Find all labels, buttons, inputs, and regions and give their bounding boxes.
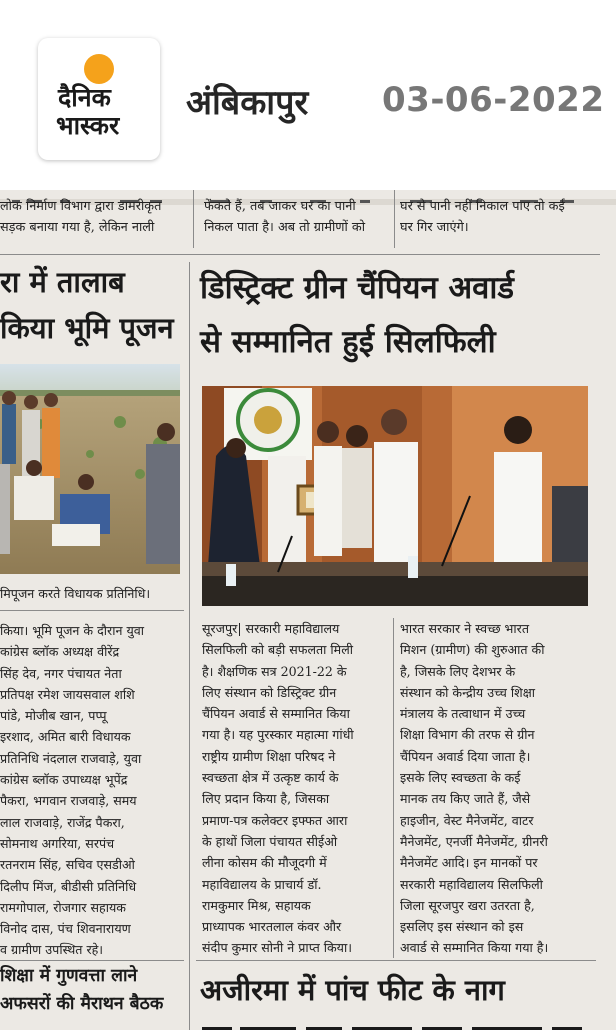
left-headline-line2: किया भूमि पूजन — [0, 311, 174, 345]
app-header — [0, 0, 616, 190]
top-strip-col2: फेंकते हैं, तब जाकर घर का पानी निकल पाता है। अब तो ग्रामीणों को — [204, 199, 366, 236]
column-divider — [394, 190, 395, 248]
logo-text-line2: भास्कर — [56, 111, 120, 140]
cut-headline-texture — [196, 1020, 596, 1030]
main-story-col2: भारत सरकार ने स्वच्छ भारत मिशन (ग्रामीण) की शुरुआत की है, जिसके लिए देशभर के संस्थान को केन्द्रीय उच्च शिक्षा मंत्रालय के तत्वाधान में उच्च शिक्षा विभाग की तरफ से ग्रीन चैंपियन अवार्ड दिया जाता है। इसके लिए स्वच्छता के कई मानक तय किए जाते हैं, जैसे हाइजीन, वेस्ट मैनेजमेंट, वाटर मैनेजमेंट, एनर्जी मैनेजमेंट, ग्रीनरी मैनेजमेंट आदि। इन मानकों पर सरकारी महाविद्यालय सिलफिली जिला सूरजपुर खरा उतरता है, इसलिए इस संस्थान को इस अवार्ड से सम्मानित किया गया है। — [400, 621, 549, 956]
main-headline-line1: डिस्ट्रिक्ट ग्रीन चैंपियन अवार्ड — [200, 270, 514, 306]
left-next-headline-line2: अफसरों की मैराथन बैठक — [0, 994, 164, 1014]
newspaper-clipping — [0, 190, 616, 1030]
left-headline-line1: रा में तालाब — [0, 265, 125, 299]
bhoomi-pujan-photo — [0, 364, 180, 574]
caption-rule — [0, 610, 184, 611]
column-divider — [393, 618, 394, 958]
sun-icon — [84, 54, 114, 84]
main-next-headline: अजीरमा में पांच फीट के नाग — [200, 973, 505, 1007]
top-strip-col1: लोक निर्माण विभाग द्वारा डामरीकृत सड़क बनाया गया है, लेकिन नाली — [0, 199, 162, 236]
left-photo-caption: मिपूजन करते विधायक प्रतिनिधि। — [0, 586, 151, 601]
left-next-headline-line1: शिक्षा में गुणवत्ता लाने — [0, 966, 138, 986]
edition-city: अंबिकापुर — [186, 83, 309, 123]
logo-text-line1: दैनिक — [58, 83, 111, 112]
award-ceremony-photo — [202, 386, 588, 606]
main-headline-line2: से सम्मानित हुई सिलफिली — [200, 324, 496, 360]
main-story-col1: सूरजपुर| सरकारी महाविद्यालय सिलफिली को बड़ी सफलता मिली है। शैक्षणिक सत्र 2021-22 के लिए संस्थान को डिस्ट्रिक्ट ग्रीन चैंपियन अवार्ड से सम्मानित किया गया है। यह पुरस्कार महात्मा गांधी राष्ट्रीय ग्रामीण शिक्षा परिषद ने स्वच्छता क्षेत्र में उत्कृष्ट कार्य के लिए प्रदान किया है, जिसका प्रमाण-पत्र कलेक्टर इफ्फत आरा के हाथों जिला पंचायत सीईओ लीना कोसम की मौजूदगी में महाविद्यालय के प्राचार्य डॉ. रामकुमार मिश्र, सहायक प्राध्यापक भारतलाल कंवर और संदीप कुमार सोनी ने प्राप्त किया। — [202, 621, 354, 956]
column-divider — [193, 190, 194, 248]
column-divider — [189, 262, 190, 1030]
dainik-bhaskar-logo[interactable] — [38, 38, 160, 160]
edition-date: 03-06-2022 — [382, 80, 605, 120]
section-rule — [196, 960, 596, 961]
section-rule — [0, 254, 600, 255]
left-story-body: किया। भूमि पूजन के दौरान युवा कांग्रेस ब्लॉक अध्यक्ष वीरेंद्र सिंह देव, नगर पंचायत नेता प्रतिपक्ष रमेश जायसवाल शशि पांडे, मोजीब खान, पप्पू इरशाद, अमित बारी विधायक प्रतिनिधि नंदलाल राजवाड़े, युवा कांग्रेस ब्लॉक उपाध्यक्ष भूपेंद्र पैकरा, भगवान राजवाड़े, समय लाल राजवाड़े, राजेंद्र पैकरा, सोमनाथ अगरिया, सरपंच रतनराम सिंह, सचिव एसडीओ दिलीप मिंज, बीडीसी प्रतिनिधि रामगोपाल, रोजगार सहायक विनोद दास, पंच शिवनारायण व ग्रामीण उपस्थित रहे। — [0, 623, 145, 958]
section-rule — [0, 960, 184, 961]
top-strip-col3: घर से पानी नहीं निकाल पाए तो कई घर गिर जाएंगे। — [400, 199, 565, 236]
